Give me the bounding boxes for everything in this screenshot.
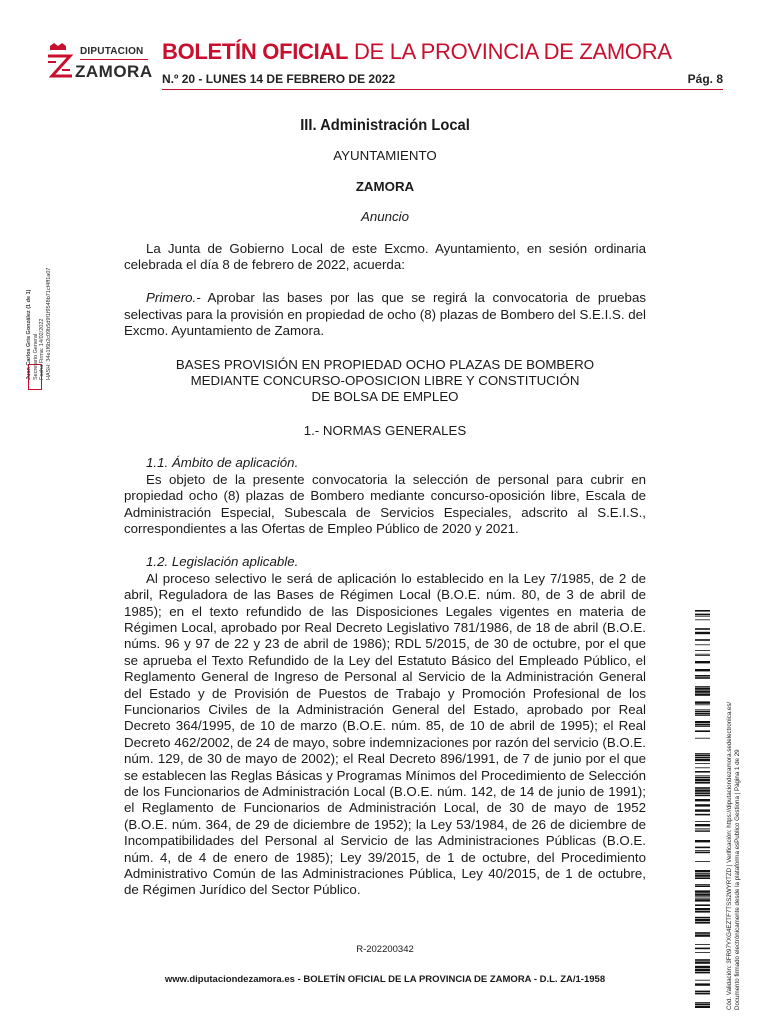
barcode-bar (695, 840, 710, 842)
barcode-bar (695, 715, 710, 716)
barcode-bar (695, 779, 710, 781)
bases-title-line-1: BASES PROVISIÓN EN PROPIEDAD OCHO PLAZAS DE BOMBERO (175, 356, 595, 372)
verification-line-2: Documento firmado electrónicamente desde la plataforma esPublico Gestiona | Página 1 de 29 (733, 749, 741, 1010)
barcode-bar (695, 893, 710, 895)
barcode-bar (695, 885, 710, 887)
city: ZAMORA (355, 178, 415, 194)
bases-title (124, 357, 646, 406)
barcode-bar (695, 961, 710, 963)
barcode-bar (695, 616, 710, 617)
barcode-bar (695, 669, 710, 671)
diputacion-logo (44, 38, 154, 84)
barcode-bar (695, 874, 710, 876)
barcode-bar (695, 787, 710, 789)
barcode-bar (695, 675, 710, 677)
barcode-bar (695, 610, 710, 612)
barcode-bar (695, 890, 710, 892)
bulletin-title (162, 39, 672, 65)
verification-line-1: Cód. Validación: 3FR97YXG4EZTF7TSS2WYRTZD | Verificación: https://diputaciondezamora.sedelectronica.es/ (726, 701, 733, 1010)
barcode-bar (695, 870, 710, 872)
section-1-1 (124, 455, 646, 537)
barcode-bar (695, 952, 710, 953)
barcode-bar (695, 799, 710, 801)
barcode-bar (695, 753, 710, 754)
zamora-emblem-icon (44, 42, 74, 82)
barcode-bar (695, 775, 710, 776)
barcode-bar (695, 991, 710, 993)
barcode-bar (695, 934, 710, 936)
barcode-bar (695, 852, 710, 854)
barcode-bar (695, 730, 710, 732)
barcode-bar (695, 693, 710, 695)
page-number: Pág. 8 (687, 72, 723, 86)
section-1-1-text: Es objeto de la presente convocatoria la selección de personal para cubrir en propiedad ocho (8) plazas de Bombero mediante concurso-oposición libre, Escala de Administración Especial, Subescala de Servicios Especiales, adscrito al S.E.I.S., correspondientes a las Ofertas de Empleo Público de 2020 y 2021. (124, 471, 646, 536)
barcode-bar (695, 771, 710, 773)
barcode-bar (695, 884, 710, 885)
signature-hash: HASH: 34e1f6b2c09b5d9f1f9548b71cf4ff1a07 (45, 267, 52, 380)
barcode-bar (695, 948, 710, 950)
barcode-bar (695, 661, 710, 663)
barcode-bar (695, 721, 710, 723)
barcode-bar (695, 830, 710, 831)
barcode-bar (695, 690, 710, 692)
barcode-bar (695, 701, 710, 703)
barcode-bar (695, 757, 710, 759)
signature-date: Fecha Firma: 14/02/2022 (39, 318, 45, 380)
barcode-bar (695, 899, 710, 901)
document-body (124, 118, 646, 916)
signer-role: Secretario General (32, 333, 39, 380)
verification-block (726, 702, 741, 1010)
barcode-bar (695, 738, 710, 739)
barcode-bar (695, 821, 710, 822)
registry-code: R-202200342 (356, 944, 414, 955)
barcode-bar (695, 1003, 710, 1005)
organism: AYUNTAMIENTO (333, 148, 437, 164)
barcode-bar (695, 713, 710, 715)
barcode-bar (695, 980, 710, 981)
intro-paragraph: La Junta de Gobierno Local de este Excmo. Ayuntamiento, en sesión ordinaria celebrada el día 8 de febrero de 2022, acuerda: (124, 240, 646, 273)
barcode-bar (695, 614, 710, 616)
barcode-bar (695, 944, 710, 945)
barcode-bar (695, 896, 710, 897)
barcode-bar (695, 969, 710, 971)
barcode-bar (695, 898, 710, 899)
signature-block (26, 268, 52, 380)
section-title: III. Administración Local (300, 117, 470, 134)
barcode-bar (695, 831, 710, 832)
logo-top-text: DIPUTACION (80, 46, 144, 57)
barcode-bar (695, 686, 710, 687)
issue-info: N.º 20 - LUNES 14 DE FEBRERO DE 2022 (162, 72, 396, 86)
barcode-bar (695, 655, 710, 656)
barcode-bar (695, 911, 710, 913)
barcode-bar (695, 619, 710, 620)
header-divider (162, 89, 723, 90)
barcode-bar (695, 877, 710, 879)
barcode-bar (695, 782, 710, 784)
barcode-bar (695, 932, 710, 934)
section-1-2-text: Al proceso selectivo le será de aplicación lo establecido en la Ley 7/1985, de 2 de abril, Reguladora de las Bases de Régimen Local (B.O.E. núm. 80, de 3 de abril de 1985); en el texto refundido de las Disposiciones Legales vigentes en materia de Régimen Local, aprobado por Real Decreto Legislativo 781/1986, de 18 de abril (B.O.E. núms. 96 y 97 de 22 y 23 de abril de 1986); RDL 5/2015, de 30 de octubre, por el que se aprueba el Texto Refundido de la Ley del Estatuto Básico del Empleado Público, el Reglamento General de Ingreso de Personal al Servicio de la Administración General del Estado y de Provisión de Puestos de Trabajo y Promoción Profesional de los Funcionarios Civiles de la Administración General del Estado, aprobado por Real Decreto 364/1995, de 10 de marzo (B.O.E. núm. 85, de 10 de abril de 1995); el Real Decreto 462/2002, de 24 de mayo, sobre indemnizaciones por razón del servicio (B.O.E. núm. 129, de 30 de mayo de 2002); el Real Decreto 896/1991, de 7 de junio por el que se establecen las Reglas Básicas y Programas Mínimos del Procedimiento de Selección de los Funcionarios de Administración Local (B.O.E. núm. 142, de 14 de junio de 1991); el Reglamento de Funcionarios de Administración Local, de 30 de mayo de 1952 (B.O.E. núm. 364, de 29 de diciembre de 1952); la Ley 53/1984, de 26 de diciembre de Incompatibilidades del Personal al Servicio de las Administraciones Públicas (B.O.E. núm. 4, de 4 de enero de 1985); Ley 39/2015, de 1 de octubre, del Procedimiento Administrativo Común de las Administraciones Pública, Ley 40/2015, de 1 de octubre, de Régimen Jurídico del Sector Público. (124, 570, 646, 898)
barcode-bar (695, 777, 710, 779)
barcode-bar (695, 632, 710, 634)
barcode-bar (695, 904, 710, 906)
barcode-bar (695, 639, 710, 641)
barcode-bar (695, 792, 710, 794)
barcode-bar (695, 654, 710, 655)
barcode-bar (695, 767, 710, 768)
barcode-bar (695, 983, 710, 985)
logo-bottom-text: ZAMORA (75, 62, 153, 81)
barcode-bar (695, 850, 710, 851)
validation-barcode (695, 610, 710, 1008)
barcode-bar (695, 1002, 710, 1003)
barcode-bar (695, 861, 710, 862)
barcode-bar (695, 828, 710, 829)
barcode-bar (695, 847, 710, 849)
bulletin-title-bold: BOLETÍN OFICIAL (162, 39, 349, 64)
barcode-bar (695, 763, 710, 764)
barcode-bar (695, 759, 710, 761)
barcode-bar (695, 922, 710, 924)
barcode-bar (695, 724, 710, 726)
barcode-bar (695, 972, 710, 974)
barcode-bar (695, 650, 710, 651)
barcode-bar (695, 704, 710, 705)
section-1-1-title: 1.1. Ámbito de aplicación. (146, 455, 299, 471)
bases-title-line-2: MEDIANTE CONCURSO-OPOSICION LIBRE Y CONSTITUCIÓN (190, 373, 580, 389)
barcode-bar (695, 908, 710, 910)
barcode-bar (695, 824, 710, 826)
bulletin-title-rest: DE LA PROVINCIA DE ZAMORA (348, 39, 672, 64)
barcode-bar (695, 726, 710, 727)
primero-paragraph (124, 290, 646, 339)
section-1-2 (124, 554, 646, 899)
section-1-2-title: 1.2. Legislación aplicable. (146, 554, 299, 570)
barcode-bar (695, 789, 710, 791)
footer-text: www.diputaciondezamora.es - BOLETÍN OFICIAL DE LA PROVINCIA DE ZAMORA - D.L. ZA/1-1958 (164, 974, 606, 985)
barcode-bar (695, 966, 710, 968)
barcode-bar (695, 814, 710, 816)
barcode-bar (695, 687, 710, 689)
barcode-bar (695, 754, 710, 756)
barcode-bar (695, 628, 710, 630)
barcode-bar (695, 917, 710, 919)
normas-heading: 1.- NORMAS GENERALES (303, 422, 467, 438)
document-type: Anuncio (360, 209, 410, 225)
barcode-bar (695, 993, 710, 995)
logo-divider (80, 59, 148, 60)
barcode-bar (695, 711, 710, 713)
barcode-bar (695, 919, 710, 921)
barcode-bar (695, 644, 710, 645)
bases-title-line-3: DE BOLSA DE EMPLEO (311, 389, 459, 405)
barcode-bar (695, 1006, 710, 1008)
signer-name: Juan Carlos Gris González (1 de 1) (26, 289, 32, 380)
primero-label: Primero.- (146, 290, 201, 306)
barcode-bar (695, 873, 710, 874)
barcode-bar (695, 809, 710, 811)
barcode-bar (695, 959, 710, 961)
barcode-bar (695, 804, 710, 806)
barcode-bar (695, 709, 710, 710)
barcode-bar (695, 677, 710, 679)
barcode-bar (695, 795, 710, 797)
primero-text: Aprobar las bases por las que se regirá la convocatoria de pruebas selectivas para la provisión en propiedad de ocho (8) plazas de Bombero del S.E.I.S. del Excmo. Ayuntamiento de Zamora. (124, 290, 646, 339)
